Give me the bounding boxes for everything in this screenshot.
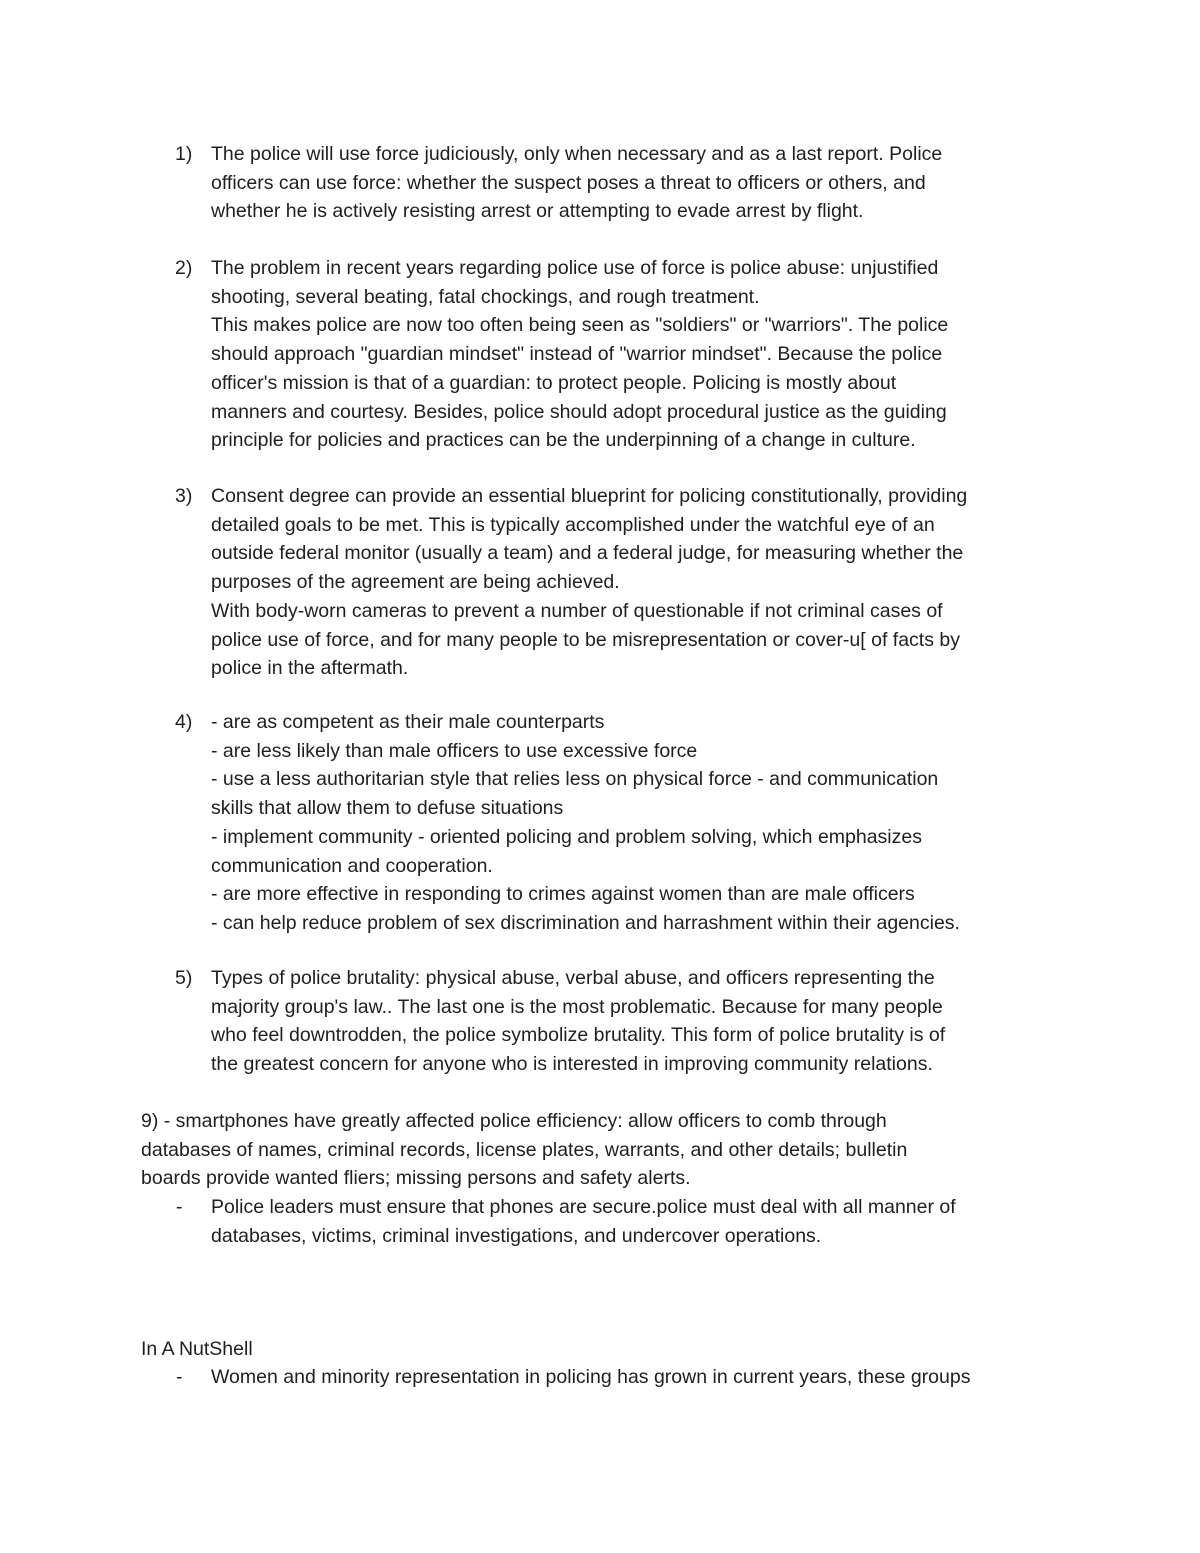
list-item-text [211,708,1071,938]
text-line: - use a less authoritarian style that relies less on physical force - and communication [211,768,939,791]
text-line: who feel downtrodden, the police symbolize brutality. This form of police brutality is of [211,1024,946,1047]
text-line: officer's mission is that of a guardian: to protect people. Policing is mostly about [211,371,897,394]
text-line: - are less likely than male officers to use excessive force [211,739,698,762]
text-line: principle for policies and practices can be the underpinning of a change in culture. [211,429,916,452]
section-heading: In A NutShell [141,1338,253,1360]
text-line: The police will use force judiciously, only when necessary and as a last report. Police [211,143,943,165]
list-number: 3) [175,485,193,507]
list-item-text [211,964,1071,1079]
text-line: officers can use force: whether the suspect poses a threat to officers or others, and [211,171,926,194]
text-line: This makes police are now too often being seen as "soldiers" or "warriors". The police [211,314,949,337]
text-line: - are more effective in responding to crimes against women than are male officers [211,883,915,906]
text-line: - implement community - oriented policing and problem solving, which emphasizes [211,825,922,848]
text-line: 9) - smartphones have greatly affected police efficiency: allow officers to comb through [141,1110,887,1132]
list-item-text [211,482,1071,683]
text-line: The problem in recent years regarding police use of force is police abuse: unjustified [211,257,939,279]
nutshell-heading-block [141,1335,1061,1364]
bullet-marker: - [176,1366,183,1388]
list-item-text [211,254,1071,455]
bullet-marker: - [176,1196,183,1218]
text-line: Consent degree can provide an essential blueprint for policing constitutionally, providing [211,485,968,507]
text-line: manners and courtesy. Besides, police should adopt procedural justice as the guiding [211,400,947,423]
text-line: Police leaders must ensure that phones are secure.police must deal with all manner of [211,1196,956,1218]
text-line: detailed goals to be met. This is typically accomplished under the watchful eye of an [211,513,935,536]
list-number: 2) [175,257,193,279]
text-line: Types of police brutality: physical abuse, verbal abuse, and officers representing the [211,967,935,989]
bullet-text [211,1363,1071,1392]
list-number: 1) [175,143,193,165]
text-line: With body-worn cameras to prevent a number of questionable if not criminal cases of [211,599,943,622]
text-line: the greatest concern for anyone who is interested in improving community relations. [211,1053,933,1076]
text-line: - are as competent as their male counterparts [211,711,605,733]
text-line: police use of force, and for many people to be misrepresentation or cover-u[ of facts by [211,628,960,651]
text-line: whether he is actively resisting arrest or attempting to evade arrest by flight. [211,200,864,223]
text-line: - can help reduce problem of sex discrimination and harrashment within their agencies. [211,911,960,934]
text-line: skills that allow them to defuse situations [211,797,564,820]
text-line: police in the aftermath. [211,657,409,680]
text-line: Women and minority representation in policing has grown in current years, these groups [211,1366,971,1388]
list-item-text [211,140,1071,226]
text-line: purposes of the agreement are being achieved. [211,571,620,594]
text-line: majority group's law.. The last one is the most problematic. Because for many people [211,995,943,1018]
text-line: databases of names, criminal records, license plates, warrants, and other details; bulletin [141,1138,908,1161]
bullet-text [211,1193,1071,1250]
section-9-paragraph [141,1107,1061,1193]
text-line: should approach "guardian mindset" instead of "warrior mindset". Because the police [211,343,943,366]
text-line: shooting, several beating, fatal chockings, and rough treatment. [211,285,760,308]
text-line: outside federal monitor (usually a team) and a federal judge, for measuring whether the [211,542,964,565]
text-line: boards provide wanted fliers; missing persons and safety alerts. [141,1167,691,1190]
text-line: databases, victims, criminal investigations, and undercover operations. [211,1224,822,1247]
text-line: communication and cooperation. [211,854,493,877]
list-number: 5) [175,967,193,989]
list-number: 4) [175,711,193,733]
